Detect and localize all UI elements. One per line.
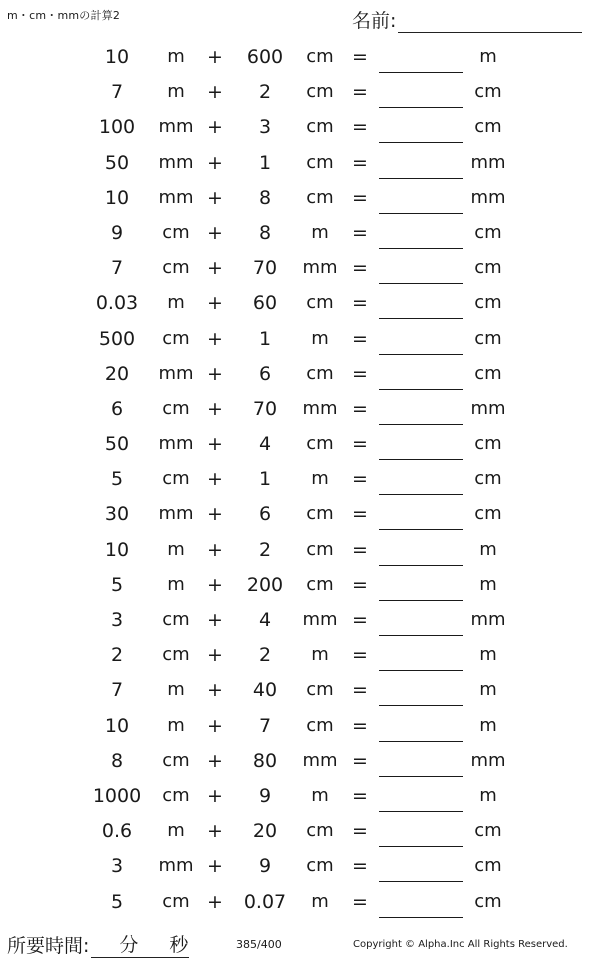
answer-unit: m (479, 679, 497, 701)
second-value: 40 (252, 679, 278, 702)
answer-unit: cm (474, 503, 502, 525)
problem-row (0, 778, 600, 813)
second-unit: mm (302, 609, 338, 630)
equals-sign: = (352, 46, 368, 68)
second-value: 1 (258, 327, 272, 350)
answer-blank[interactable] (379, 811, 463, 812)
problem-row (0, 848, 600, 883)
answer-unit: mm (470, 749, 506, 771)
second-unit: m (311, 221, 329, 243)
first-value: 3 (110, 855, 124, 878)
answer-unit: mm (470, 609, 506, 630)
second-value: 4 (258, 433, 272, 456)
plus-sign: + (207, 538, 223, 561)
first-unit: cm (162, 890, 190, 912)
answer-blank[interactable] (379, 705, 463, 706)
problem-row (0, 250, 600, 285)
answer-unit: mm (470, 151, 506, 173)
answer-unit: m (479, 46, 497, 67)
first-unit: mm (158, 433, 194, 455)
first-unit: cm (162, 468, 190, 490)
problem-row (0, 496, 600, 531)
first-unit: cm (162, 221, 190, 243)
plus-sign: + (207, 609, 223, 631)
problem-row (0, 391, 600, 426)
first-unit: mm (158, 503, 194, 525)
answer-unit: m (479, 538, 497, 560)
plus-sign: + (207, 679, 223, 702)
first-unit: mm (158, 116, 194, 138)
equals-sign: = (352, 784, 368, 807)
first-unit: m (167, 292, 185, 314)
answer-unit: cm (474, 292, 502, 314)
plus-sign: + (207, 820, 223, 843)
second-value: 3 (258, 116, 272, 139)
first-value: 20 (104, 362, 130, 385)
first-value: 7 (110, 679, 124, 702)
answer-unit: cm (474, 257, 502, 279)
second-value: 7 (258, 714, 272, 737)
second-unit: cm (306, 714, 334, 736)
second-unit: cm (306, 573, 334, 595)
second-value: 6 (258, 362, 272, 385)
answer-blank[interactable] (379, 846, 463, 847)
first-value: 10 (104, 186, 130, 209)
answer-blank[interactable] (379, 459, 463, 460)
problem-row (0, 567, 600, 602)
second-value: 9 (258, 784, 272, 807)
second-unit: mm (302, 749, 338, 771)
first-unit: cm (162, 257, 190, 279)
first-value: 100 (98, 116, 136, 139)
equals-sign: = (352, 538, 368, 561)
second-value: 1 (258, 151, 272, 174)
answer-blank[interactable] (379, 354, 463, 355)
second-value: 2 (258, 538, 272, 561)
first-unit: cm (162, 397, 190, 419)
first-value: 5 (110, 890, 124, 913)
second-unit: cm (306, 503, 334, 525)
time-taken-input-line[interactable] (91, 934, 189, 958)
answer-unit: cm (474, 468, 502, 490)
answer-blank[interactable] (379, 72, 463, 73)
first-unit: cm (162, 644, 190, 666)
answer-blank[interactable] (379, 529, 463, 530)
worksheet-title: m・cm・mmの計算2 (7, 9, 121, 22)
answer-blank[interactable] (379, 776, 463, 777)
plus-sign: + (207, 257, 223, 280)
second-value: 2 (258, 81, 272, 104)
problem-row (0, 708, 600, 743)
plus-sign: + (207, 186, 223, 209)
first-value: 9 (110, 221, 124, 244)
answer-blank[interactable] (379, 917, 463, 918)
first-unit: mm (158, 186, 194, 208)
first-value: 50 (104, 151, 130, 174)
problem-row (0, 602, 600, 637)
problem-row (0, 285, 600, 320)
equals-sign: = (352, 644, 368, 667)
second-unit: cm (306, 433, 334, 455)
first-unit: mm (158, 151, 194, 173)
first-unit: cm (162, 327, 190, 349)
problem-list (0, 39, 600, 919)
name-input-line[interactable] (398, 12, 582, 33)
first-value: 5 (110, 573, 124, 596)
second-unit: m (311, 468, 329, 490)
problem-row (0, 884, 600, 919)
equals-sign: = (352, 679, 368, 702)
second-unit: cm (306, 292, 334, 314)
second-value: 60 (252, 292, 278, 315)
plus-sign: + (207, 397, 223, 420)
plus-sign: + (207, 573, 223, 596)
second-value: 70 (252, 397, 278, 420)
second-value: 200 (246, 573, 284, 596)
answer-blank[interactable] (379, 600, 463, 601)
answer-unit: cm (474, 362, 502, 384)
second-value: 8 (258, 221, 272, 244)
answer-unit: m (479, 573, 497, 595)
second-value: 4 (258, 609, 272, 631)
problem-row (0, 743, 600, 778)
first-unit: m (167, 679, 185, 701)
first-value: 7 (110, 257, 124, 280)
second-value: 20 (252, 820, 278, 843)
first-value: 2 (110, 644, 124, 667)
answer-unit: m (479, 644, 497, 666)
first-unit: mm (158, 362, 194, 384)
answer-unit: cm (474, 890, 502, 912)
first-value: 6 (110, 397, 124, 420)
problem-row (0, 109, 600, 144)
answer-blank[interactable] (379, 283, 463, 284)
first-unit: cm (162, 609, 190, 630)
problem-row (0, 74, 600, 109)
first-unit: m (167, 538, 185, 560)
plus-sign: + (207, 714, 223, 737)
first-unit: m (167, 573, 185, 595)
first-unit: m (167, 820, 185, 842)
seconds-label: 秒 (169, 934, 189, 956)
answer-unit: cm (474, 820, 502, 842)
second-unit: cm (306, 855, 334, 877)
plus-sign: + (207, 503, 223, 526)
second-unit: cm (306, 116, 334, 138)
first-unit: m (167, 46, 185, 67)
equals-sign: = (352, 468, 368, 491)
plus-sign: + (207, 433, 223, 456)
answer-blank[interactable] (379, 741, 463, 742)
first-value: 0.6 (101, 820, 133, 843)
answer-unit: m (479, 784, 497, 806)
answer-unit: cm (474, 855, 502, 877)
answer-blank[interactable] (379, 494, 463, 495)
equals-sign: = (352, 433, 368, 456)
first-value: 0.03 (95, 292, 139, 315)
equals-sign: = (352, 573, 368, 596)
problem-row (0, 637, 600, 672)
answer-blank[interactable] (379, 635, 463, 636)
plus-sign: + (207, 327, 223, 350)
first-value: 1000 (92, 784, 142, 807)
first-value: 7 (110, 81, 124, 104)
second-unit: mm (302, 257, 338, 279)
second-unit: cm (306, 81, 334, 103)
equals-sign: = (352, 749, 368, 772)
answer-unit: cm (474, 327, 502, 349)
answer-unit: cm (474, 433, 502, 455)
equals-sign: = (352, 116, 368, 139)
second-value: 600 (246, 46, 284, 68)
equals-sign: = (352, 820, 368, 843)
problem-row (0, 321, 600, 356)
answer-blank[interactable] (379, 107, 463, 108)
answer-blank[interactable] (379, 670, 463, 671)
answer-blank[interactable] (379, 389, 463, 390)
problem-row (0, 461, 600, 496)
plus-sign: + (207, 46, 223, 68)
second-value: 6 (258, 503, 272, 526)
second-value: 9 (258, 855, 272, 878)
first-value: 10 (104, 46, 130, 68)
second-value: 70 (252, 257, 278, 280)
first-unit: m (167, 714, 185, 736)
equals-sign: = (352, 362, 368, 385)
equals-sign: = (352, 503, 368, 526)
problem-row (0, 39, 600, 74)
first-unit: cm (162, 784, 190, 806)
first-value: 10 (104, 538, 130, 561)
equals-sign: = (352, 890, 368, 913)
copyright-notice: Copyright © Alpha.Inc All Rights Reserved. (353, 939, 568, 950)
second-unit: cm (306, 820, 334, 842)
plus-sign: + (207, 292, 223, 315)
second-unit: cm (306, 46, 334, 67)
plus-sign: + (207, 855, 223, 878)
equals-sign: = (352, 397, 368, 420)
answer-unit: mm (470, 397, 506, 419)
problem-row (0, 356, 600, 391)
second-unit: mm (302, 397, 338, 419)
answer-blank[interactable] (379, 142, 463, 143)
problem-row (0, 813, 600, 848)
answer-blank[interactable] (379, 213, 463, 214)
second-value: 8 (258, 186, 272, 209)
first-value: 3 (110, 609, 124, 631)
name-field-area (352, 6, 582, 33)
equals-sign: = (352, 257, 368, 280)
plus-sign: + (207, 221, 223, 244)
first-value: 10 (104, 714, 130, 737)
name-label: 名前: (352, 10, 397, 32)
time-taken-area (7, 931, 189, 958)
answer-unit: cm (474, 116, 502, 138)
first-unit: cm (162, 749, 190, 771)
first-unit: m (167, 81, 185, 103)
equals-sign: = (352, 186, 368, 209)
plus-sign: + (207, 151, 223, 174)
answer-blank[interactable] (379, 881, 463, 882)
second-unit: cm (306, 151, 334, 173)
problem-row (0, 426, 600, 461)
second-value: 0.07 (243, 890, 287, 913)
answer-blank[interactable] (379, 318, 463, 319)
second-unit: cm (306, 186, 334, 208)
equals-sign: = (352, 81, 368, 104)
problem-row (0, 180, 600, 215)
second-unit: cm (306, 362, 334, 384)
minutes-label: 分 (119, 934, 139, 956)
equals-sign: = (352, 151, 368, 174)
answer-unit: cm (474, 221, 502, 243)
equals-sign: = (352, 609, 368, 631)
plus-sign: + (207, 644, 223, 667)
second-value: 80 (252, 749, 278, 772)
problem-row (0, 215, 600, 250)
second-unit: m (311, 644, 329, 666)
first-value: 50 (104, 433, 130, 456)
plus-sign: + (207, 784, 223, 807)
second-unit: cm (306, 538, 334, 560)
second-unit: cm (306, 679, 334, 701)
first-value: 30 (104, 503, 130, 526)
equals-sign: = (352, 327, 368, 350)
equals-sign: = (352, 221, 368, 244)
answer-unit: m (479, 714, 497, 736)
problem-row (0, 672, 600, 707)
plus-sign: + (207, 749, 223, 772)
plus-sign: + (207, 362, 223, 385)
first-unit: mm (158, 855, 194, 877)
second-value: 1 (258, 468, 272, 491)
equals-sign: = (352, 292, 368, 315)
page-number: 385/400 (236, 938, 282, 951)
problem-row (0, 532, 600, 567)
answer-blank[interactable] (379, 248, 463, 249)
equals-sign: = (352, 855, 368, 878)
plus-sign: + (207, 81, 223, 104)
problem-row (0, 145, 600, 180)
plus-sign: + (207, 116, 223, 139)
first-value: 8 (110, 749, 124, 772)
time-taken-label: 所要時間: (7, 935, 90, 957)
second-unit: m (311, 890, 329, 912)
answer-blank[interactable] (379, 565, 463, 566)
first-value: 500 (98, 327, 136, 350)
second-value: 2 (258, 644, 272, 667)
second-unit: m (311, 327, 329, 349)
answer-blank[interactable] (379, 424, 463, 425)
second-unit: m (311, 784, 329, 806)
plus-sign: + (207, 890, 223, 913)
answer-unit: cm (474, 81, 502, 103)
answer-unit: mm (470, 186, 506, 208)
answer-blank[interactable] (379, 178, 463, 179)
equals-sign: = (352, 714, 368, 737)
plus-sign: + (207, 468, 223, 491)
first-value: 5 (110, 468, 124, 491)
